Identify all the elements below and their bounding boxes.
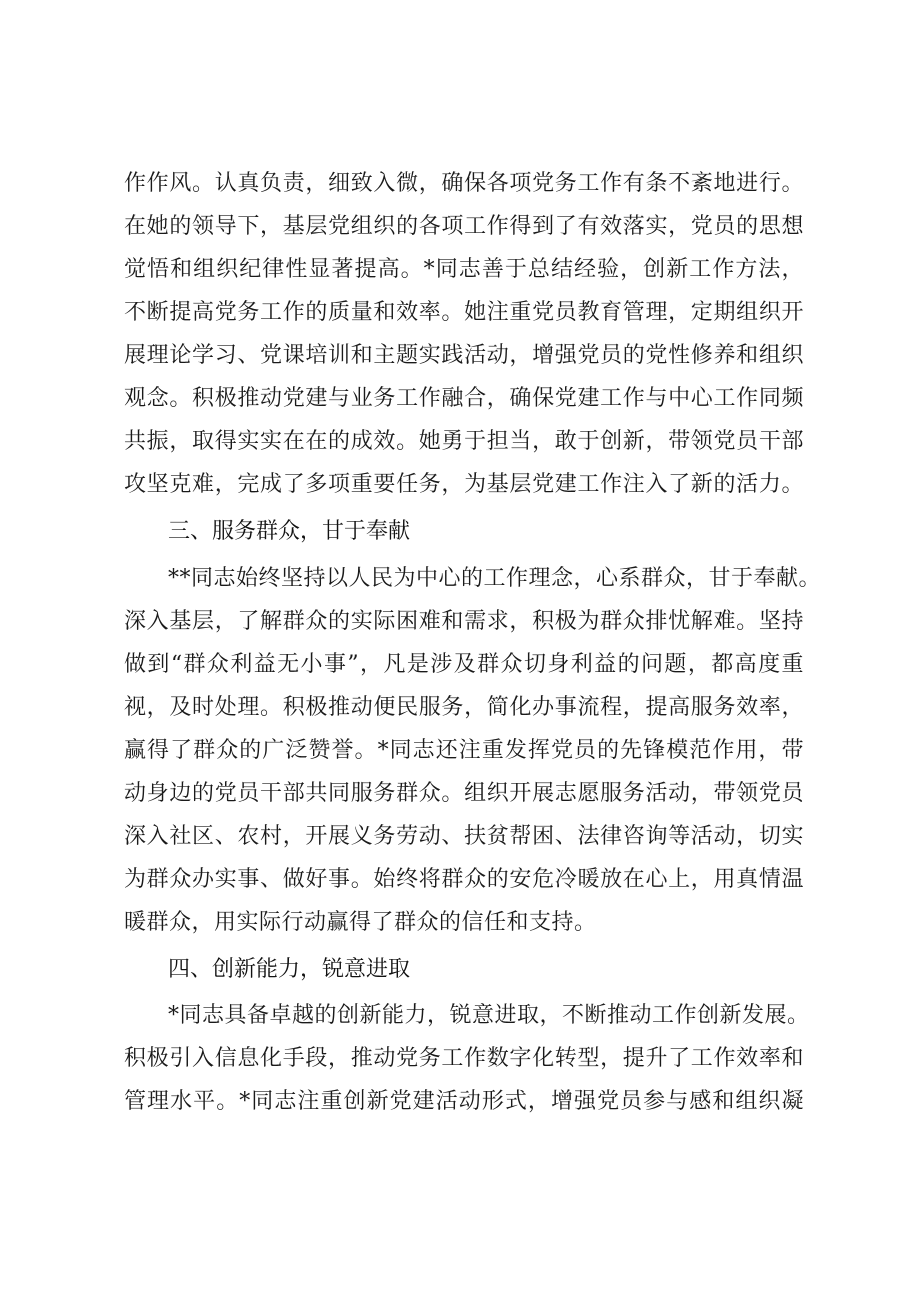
paragraph-2-line-6: 动身边的党员干部共同服务群众。组织开展志愿服务活动，带领党员 bbox=[124, 781, 804, 806]
paragraph-1-line-2: 在她的领导下，基层党组织的各项工作得到了有效落实，党员的思想 bbox=[124, 214, 804, 239]
paragraph-2-line-9: 暖群众，用实际行动赢得了群众的信任和支持。 bbox=[124, 910, 597, 935]
paragraph-1-line-8: 攻坚克难，完成了多项重要任务，为基层党建工作注入了新的活力。 bbox=[124, 472, 804, 497]
paragraph-2-line-8: 为群众办实事、做好事。始终将群众的安危冷暖放在心上，用真情温 bbox=[124, 867, 804, 892]
paragraph-1-line-7: 共振，取得实实在在的成效。她勇于担当，敢于创新，带领党员干部 bbox=[124, 429, 804, 454]
paragraph-3-line-3: 管理水平。*同志注重创新党建活动形式，增强党员参与感和组织凝 bbox=[124, 1089, 804, 1114]
paragraph-2-line-5: 赢得了群众的广泛赞誉。*同志还注重发挥党员的先锋模范作用，带 bbox=[124, 738, 804, 763]
section-heading-3: 三、服务群众，甘于奉献 bbox=[168, 519, 411, 544]
paragraph-1-line-3: 觉悟和组织纪律性显著提高。*同志善于总结经验，创新工作方法， bbox=[124, 257, 804, 282]
paragraph-3-line-2: 积极引入信息化手段，推动党务工作数字化转型，提升了工作效率和 bbox=[124, 1046, 804, 1071]
paragraph-2-line-2: 深入基层，了解群众的实际困难和需求，积极为群众排忧解难。坚持 bbox=[124, 609, 804, 634]
paragraph-2-line-1: **同志始终坚持以人民为中心的工作理念，心系群众，甘于奉献。 bbox=[168, 566, 822, 591]
paragraph-1-line-5: 展理论学习、党课培训和主题实践活动，增强党员的党性修养和组织 bbox=[124, 343, 804, 368]
paragraph-1-line-6: 观念。积极推动党建与业务工作融合，确保党建工作与中心工作同频 bbox=[124, 386, 804, 411]
paragraph-1-line-4: 不断提高党务工作的质量和效率。她注重党员教育管理，定期组织开 bbox=[124, 300, 804, 325]
paragraph-3-line-1: *同志具备卓越的创新能力，锐意进取，不断推动工作创新发展。 bbox=[168, 1003, 810, 1028]
paragraph-2-line-4: 视，及时处理。积极推动便民服务，简化办事流程，提高服务效率， bbox=[124, 695, 804, 720]
paragraph-1-line-1: 作作风。认真负责，细致入微，确保各项党务工作有条不紊地进行。 bbox=[124, 171, 804, 196]
paragraph-2-line-3: 做到“群众利益无小事”，凡是涉及群众切身利益的问题，都高度重 bbox=[124, 652, 804, 677]
paragraph-2-line-7: 深入社区、农村，开展义务劳动、扶贫帮困、法律咨询等活动，切实 bbox=[124, 824, 804, 849]
section-heading-4: 四、创新能力，锐意进取 bbox=[168, 957, 411, 982]
